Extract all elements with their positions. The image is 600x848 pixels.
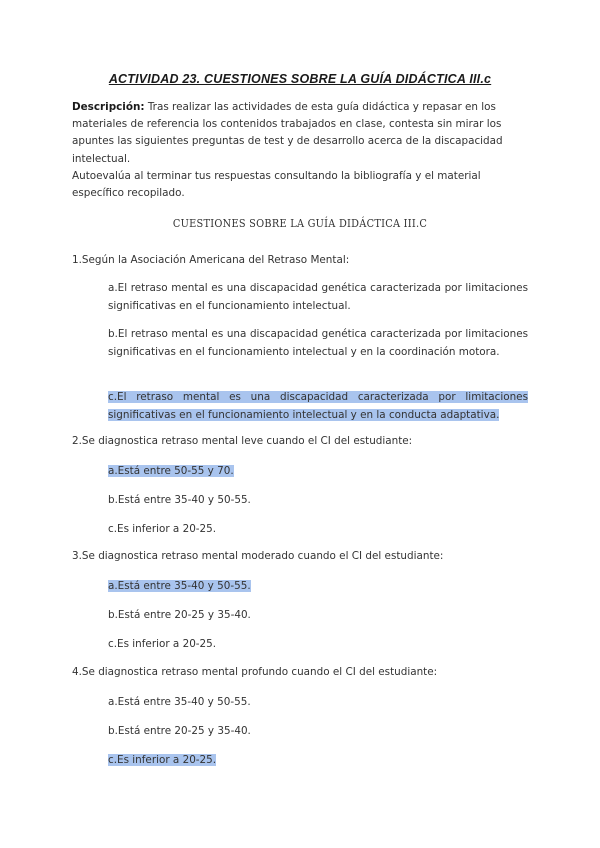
question-2-option-c — [108, 521, 528, 539]
question-2: 2.Se diagnostica retraso mental leve cuando el CI del estudiante: — [72, 435, 413, 447]
question-3: 3.Se diagnostica retraso mental moderado cuando el CI del estudiante: — [72, 550, 444, 562]
highlighted-answer: a.Está entre 35-40 y 50-55. — [108, 580, 251, 592]
option-text: c.Es inferior a 20-25. — [108, 523, 217, 535]
description-label: Descripción: — [72, 101, 145, 113]
question-3-option-b — [108, 607, 528, 625]
question-3-option-a — [108, 578, 528, 596]
option-text: b.Está entre 20-25 y 35-40. — [108, 609, 251, 621]
question-3-option-c — [108, 636, 528, 654]
option-text: b.Está entre 20-25 y 35-40. — [108, 725, 251, 737]
question-4-option-a — [108, 694, 528, 712]
question-4-option-b — [108, 723, 528, 741]
description — [72, 99, 530, 202]
section-subtitle: CUESTIONES SOBRE LA GUÍA DIDÁCTICA III.C — [172, 216, 428, 230]
option-text: b.El retraso mental es una discapacidad genética caracterizada por limitaciones significativas en el funcionamiento intelectual y en la coordinación motora. — [108, 328, 528, 358]
highlighted-answer: c.El retraso mental es una discapacidad caracterizada por limitaciones significativas en el funcionamiento intelectual y en la conducta adaptativa. — [108, 391, 528, 421]
option-text: b.Está entre 35-40 y 50-55. — [108, 494, 251, 506]
highlighted-answer: a.Está entre 50-55 y 70. — [108, 465, 234, 477]
question-2-option-b — [108, 492, 528, 510]
description-text-2: Autoevalúa al terminar tus respuestas consultando la bibliografía y el material específico recopilado. — [72, 169, 481, 200]
question-4-option-c — [108, 752, 528, 770]
question-1-option-a — [108, 280, 528, 315]
question-2-option-a — [108, 463, 528, 481]
question-4: 4.Se diagnostica retraso mental profundo cuando el CI del estudiante: — [72, 666, 438, 678]
question-1: 1.Según la Asociación Americana del Retraso Mental: — [72, 254, 350, 266]
question-1-option-c — [108, 389, 528, 424]
option-text: c.Es inferior a 20-25. — [108, 638, 217, 650]
option-text: a.Está entre 35-40 y 50-55. — [108, 696, 251, 708]
page-title: ACTIVIDAD 23. CUESTIONES SOBRE LA GUÍA DIDÁCTICA III.c — [108, 72, 492, 86]
description-text: Tras realizar las actividades de esta guía didáctica y repasar en los materiales de referencia los contenidos trabajados en clase, contesta sin mirar los apuntes las siguientes preguntas de test y de desarrollo acerca de la discapacidad intelectual. — [72, 101, 503, 165]
question-1-option-b — [108, 326, 528, 361]
option-text: a.El retraso mental es una discapacidad genética caracterizada por limitaciones significativas en el funcionamiento intelectual. — [108, 282, 528, 312]
highlighted-answer: c.Es inferior a 20-25. — [108, 754, 217, 766]
